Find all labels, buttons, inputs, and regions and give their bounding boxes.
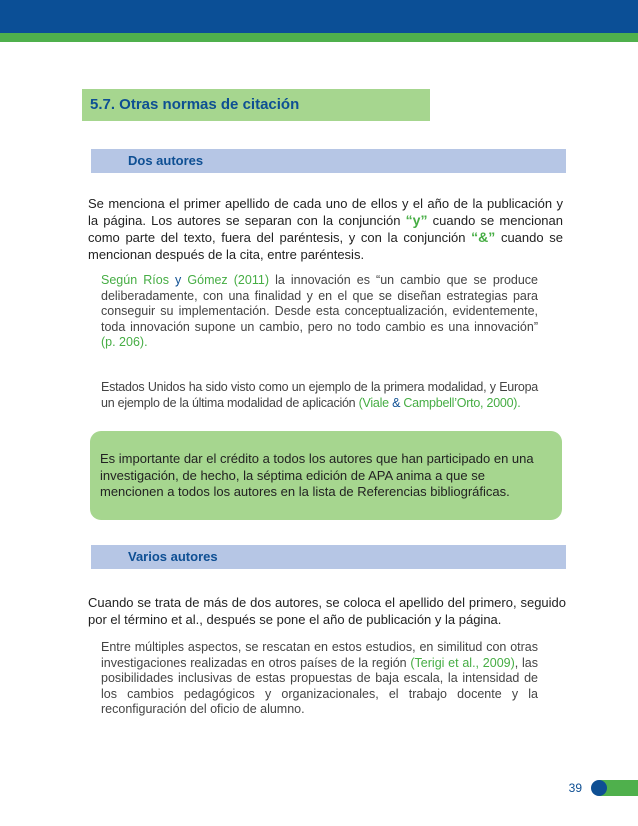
callout-text: Es importante dar el crédito a todos los autores que han participado en una investigación, de hecho, la séptima edición de APA anima a que se mencionen a todos los autores en la lista de Referencias bibliográficas.	[100, 451, 534, 499]
citation-ampersand: &	[388, 395, 404, 410]
conjunction-y: “y”	[405, 212, 428, 228]
section-title: 5.7. Otras normas de citación	[82, 89, 430, 121]
dos-autores-paragraph	[88, 195, 563, 263]
quote-estados-unidos	[101, 380, 538, 411]
citation-page: (p. 206).	[101, 335, 148, 349]
conjunction-ampersand: “&”	[471, 229, 496, 245]
citation-viale: (Viale	[358, 395, 389, 410]
header-band	[0, 0, 638, 33]
citation-terigi: (Terigi et al., 2009)	[410, 655, 515, 670]
quote-rios-gomez-text: la innovación es “un cambio que se produce deliberadamente, con una finalidad y en el que se diseñan estrategias para conseguir su implementación. Desde esta conceptualización, evidentemente, toda innovación supone un cambio, pero no todo cambio es una innovación”	[101, 273, 539, 334]
quote-terigi	[101, 640, 538, 718]
quote-terigi-text-1: Entre múltiples aspectos, se rescatan en estos estudios, en similitud con otras investigaciones realizadas en otros países de la región	[101, 640, 538, 670]
quote-rios-gomez	[101, 273, 538, 351]
dos-autores-text-1: Se menciona el primer apellido de cada uno de ellos y el año de la publicación y la página. Los autores se separan con la conjunción	[88, 196, 563, 228]
dos-autores-text-3: cuando se mencionan después de la cita, entre paréntesis.	[88, 230, 563, 262]
citation-connector: y	[168, 273, 188, 287]
dos-autores-text-2: cuando se mencionan como parte del texto, fuera del paréntesis, y con la conjunción	[88, 213, 563, 245]
quote-estados-unidos-text: Estados Unidos ha sido visto como un ejemplo de la primera modalidad, y Europa un ejemplo de la última modalidad de aplicación	[101, 380, 538, 410]
subsection-heading-dos-autores: Dos autores	[91, 149, 566, 173]
citation-campbell: Campbell’Orto, 2000).	[403, 395, 521, 410]
quote-terigi-text-2: , las posibilidades inclusivas de estas propuestas de baja escala, la intensidad de los cambios pedagógicos y organizacionales, el trabajo docente y la reconfiguración del oficio de alumno.	[101, 655, 538, 716]
header-stripe	[0, 33, 638, 42]
page-number: 39	[568, 781, 582, 795]
page-marker-dot	[591, 780, 607, 796]
citation-author-gomez: Gómez (2011)	[187, 273, 269, 287]
subsection-heading-varios-autores: Varios autores	[91, 545, 566, 569]
citation-author-rios: Según Ríos	[101, 273, 169, 287]
varios-autores-paragraph: Cuando se trata de más de dos autores, se coloca el apellido del primero, seguido por el término et al., después se pone el año de publicación y la página.	[88, 595, 566, 627]
callout-box	[90, 431, 562, 520]
